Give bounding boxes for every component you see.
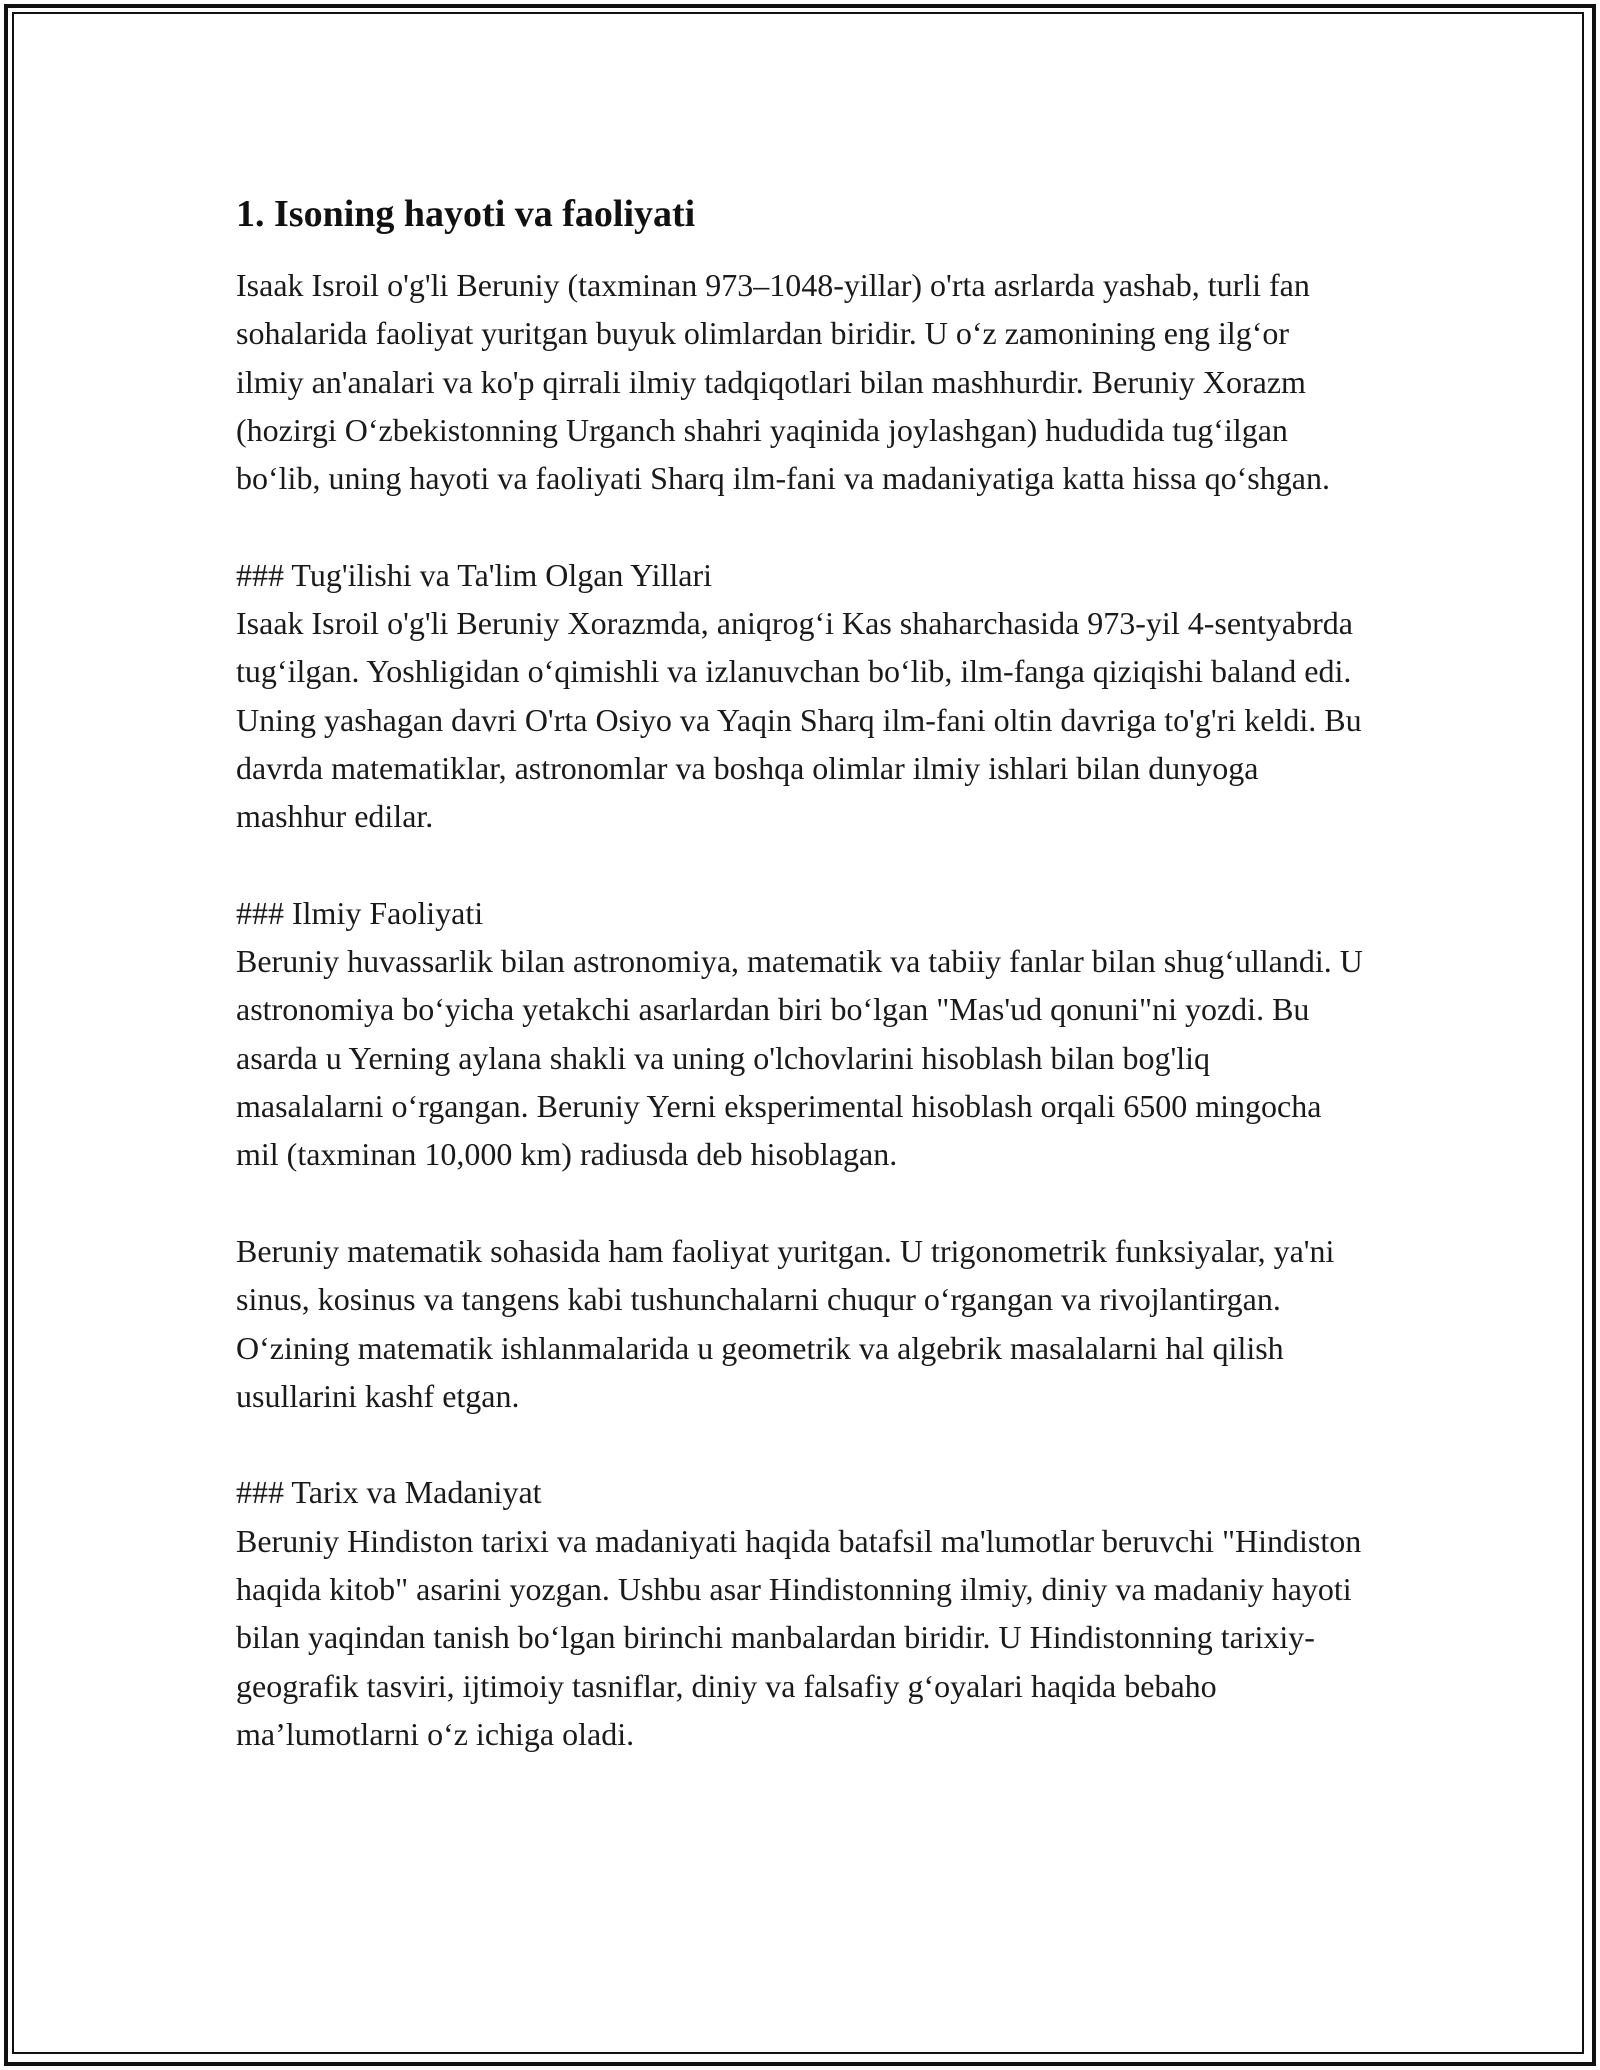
birth-paragraph: Isaak Isroil o'g'li Beruniy Xorazmda, aniqrog‘i Kas shaharchasida 973-yil 4-sentyabrda tug‘ilgan. Yoshligidan o‘qimishli va izlanuvchan bo‘lib, ilm-fanga qiziqishi baland edi. Uning yashagan davri O'rta Osiyo va Yaqin Sharq ilm-fani oltin davriga to'g'ri keldi. Bu davrda matematiklar, astronomlar va boshqa olimlar ilmiy ishlari bilan dunyoga mashhur edilar. [236,605,1362,835]
history-section [236,1468,1364,1758]
document-body [236,188,1364,1807]
intro-paragraph: Isaak Isroil o'g'li Beruniy (taxminan 973–1048-yillar) o'rta asrlarda yashab, turli fan sohalarida faoliyat yuritgan buyuk olimlardan biridir. U o‘z zamonining eng ilg‘or ilmiy an'analari va ko'p qirrali ilmiy tadqiqotlari bilan mashhurdir. Beruniy Xorazm (hozirgi O‘zbekistonning Urganch shahri yaqinida joylashgan) hududida tug‘ilgan bo‘lib, uning hayoti va faoliyati Sharq ilm-fani va madaniyatiga katta hissa qo‘shgan. [236,267,1330,497]
math-paragraph: Beruniy matematik sohasida ham faoliyat yuritgan. U trigonometrik funksiyalar, ya'ni sinus, kosinus va tangens kabi tushunchalarni chuqur o‘rgangan va rivojlantirgan. O‘zining matematik ishlanmalarida u geometrik va algebrik masalalarni hal qilish usullarini kashf etgan. [236,1232,1335,1414]
birth-heading: ### Tug'ilishi va Ta'lim Olgan Yillari [236,556,712,593]
history-paragraph: Beruniy Hindiston tarixi va madaniyati haqida batafsil ma'lumotlar beruvchi "Hindiston haqida kitob" asarini yozgan. Ushbu asar Hindistonning ilmiy, diniy va madaniy hayoti bilan yaqindan tanish bo‘lgan birinchi manbalardan biridir. U Hindistonning tarixiy-geografik tasviri, ijtimoiy tasniflar, diniy va falsafiy g‘oyalari haqida bebaho ma’lumotlarni o‘z ichiga oladi. [236,1522,1362,1752]
science-section [236,889,1364,1179]
science-heading: ### Ilmiy Faoliyati [236,894,484,931]
document-title: 1. Isoning hayoti va faoliyati [236,193,696,235]
science-paragraph: Beruniy huvassarlik bilan astronomiya, matematik va tabiiy fanlar bilan shug‘ullandi. U astronomiya bo‘yicha yetakchi asarlardan biri bo‘lgan "Mas'ud qonuni"ni yozdi. Bu asarda u Yerning aylana shakli va uning o'lchovlarini hisoblash bilan bog'liq masalalarni o‘rgangan. Beruniy Yerni eksperimental hisoblash orqali 6500 mingocha mil (taxminan 10,000 km) radiusda deb hisoblagan. [236,943,1363,1173]
birth-section [236,551,1364,841]
history-heading: ### Tarix va Madaniyat [236,1474,542,1511]
